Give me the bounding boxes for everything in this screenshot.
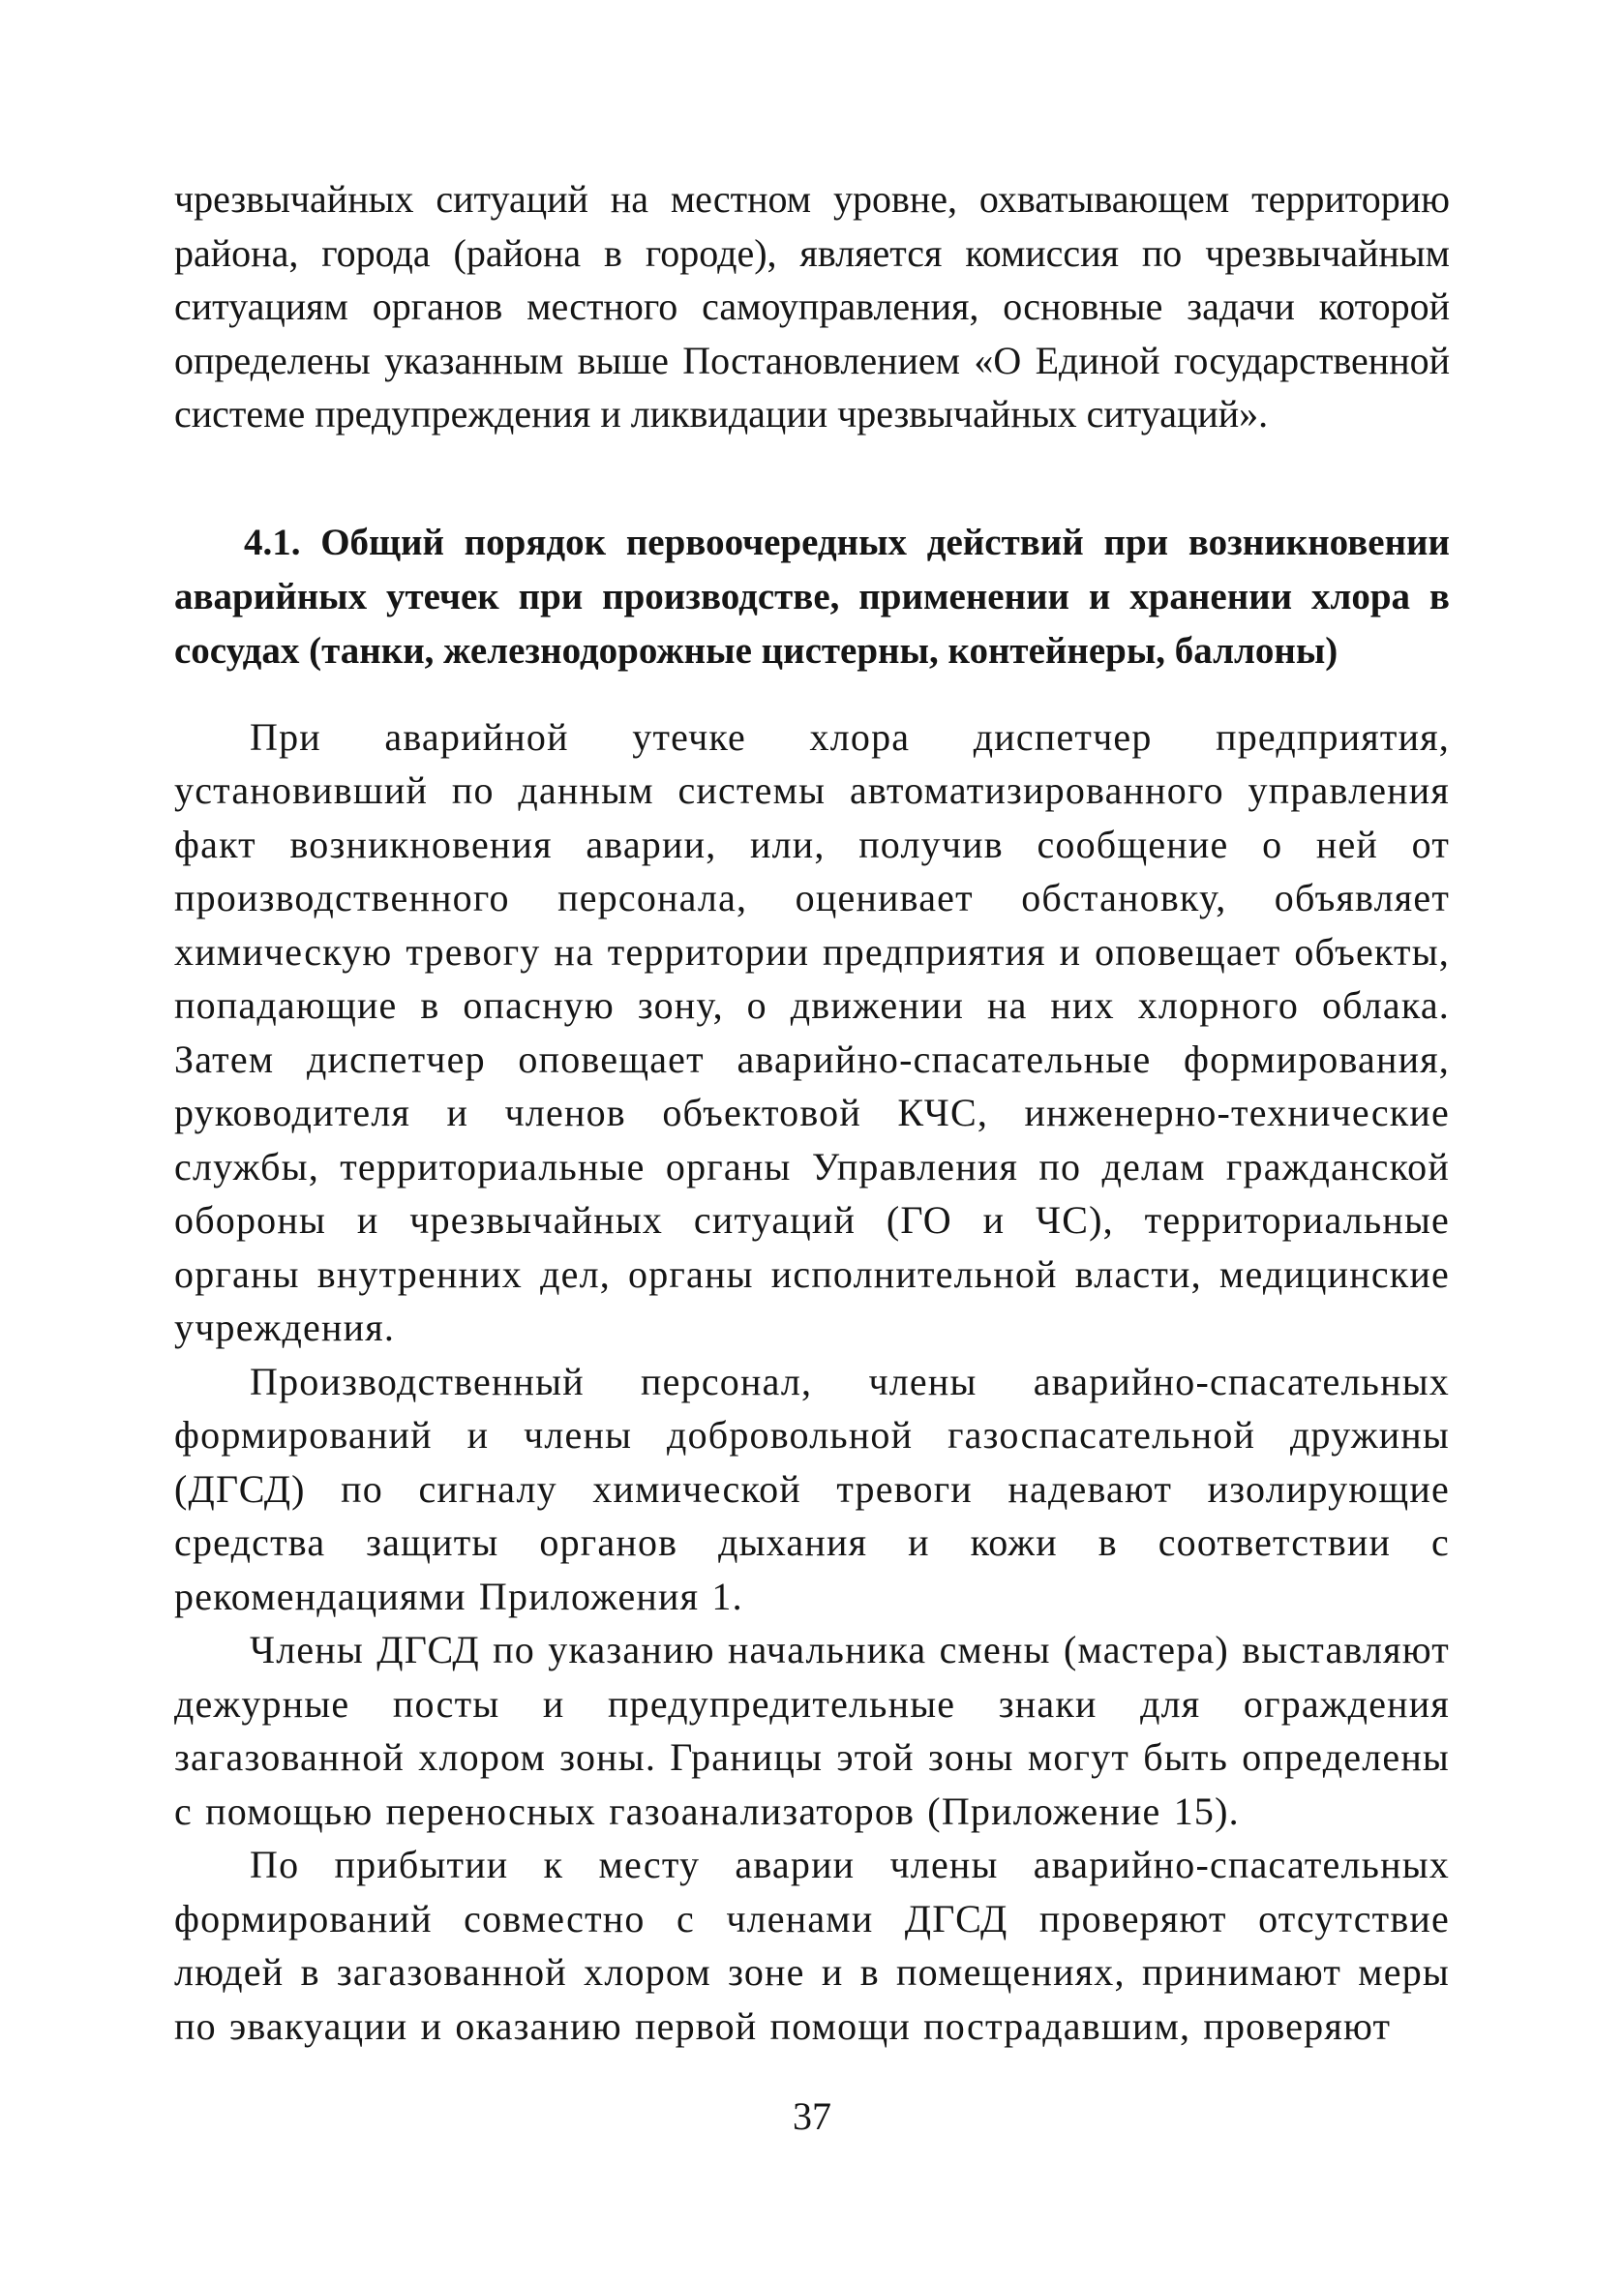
- paragraph-1: При аварийной утечке хлора диспетчер предприятия, установивший по данным системы автоматизированного управления факт возникновения аварии, или, получив сообщение о ней от производственного персонала, оценивает обстановку, объявляет химическую тревогу на территории предприятия и оповещает объекты, попадающие в опасную зону, о движении на них хлорного облака. Затем диспетчер оповещает аварийно-спасательные формирования, руководителя и членов объектовой КЧС, инженерно-технические службы, территориальные органы Управления по делам гражданской обороны и чрезвычайных ситуаций (ГО и ЧС), территориальные органы внутренних дел, органы исполнительной власти, медицинские учреждения.: [174, 714, 1450, 1349]
- intro-paragraph: чрезвычайных ситуаций на местном уровне, охватывающем территорию района, города (района в городе), является комиссия по чрезвычайным ситуациям органов местного самоуправления, основные задачи которой определены указанным выше Постановлением «О Единой государственной системе предупреждения и ликвидации чрезвычайных ситуаций».: [174, 177, 1450, 436]
- paragraph-4: По прибытии к месту аварии члены аварийно-спасательных формирований совместно с членами ДГСД проверяют отсутствие людей в загазованной хлором зоне и в помещениях, принимают меры по эвакуации и оказанию первой помощи пострадавшим, проверяют: [174, 1843, 1450, 2048]
- page-body: [174, 172, 1450, 2053]
- page-number: 37: [793, 2094, 831, 2138]
- section-heading: 4.1. Общий порядок первоочередных действий при возникновении аварийных утечек при производстве, применении и хранении хлора в сосудах (танки, железнодорожные цистерны, контейнеры, баллоны): [174, 521, 1450, 672]
- paragraph-2: Производственный персонал, члены аварийно-спасательных формирований и члены добровольной газоспасательной дружины (ДГСД) по сигналу химической тревоги надевают изолирующие средства защиты органов дыхания и кожи в соответствии с рекомендациями Приложения 1.: [174, 1359, 1450, 1618]
- paragraph-3: Члены ДГСД по указанию начальника смены (мастера) выставляют дежурные посты и предупредительные знаки для ограждения загазованной хлором зоны. Границы этой зоны могут быть определены с помощью переносных газоанализаторов (Приложение 15).: [174, 1628, 1450, 1833]
